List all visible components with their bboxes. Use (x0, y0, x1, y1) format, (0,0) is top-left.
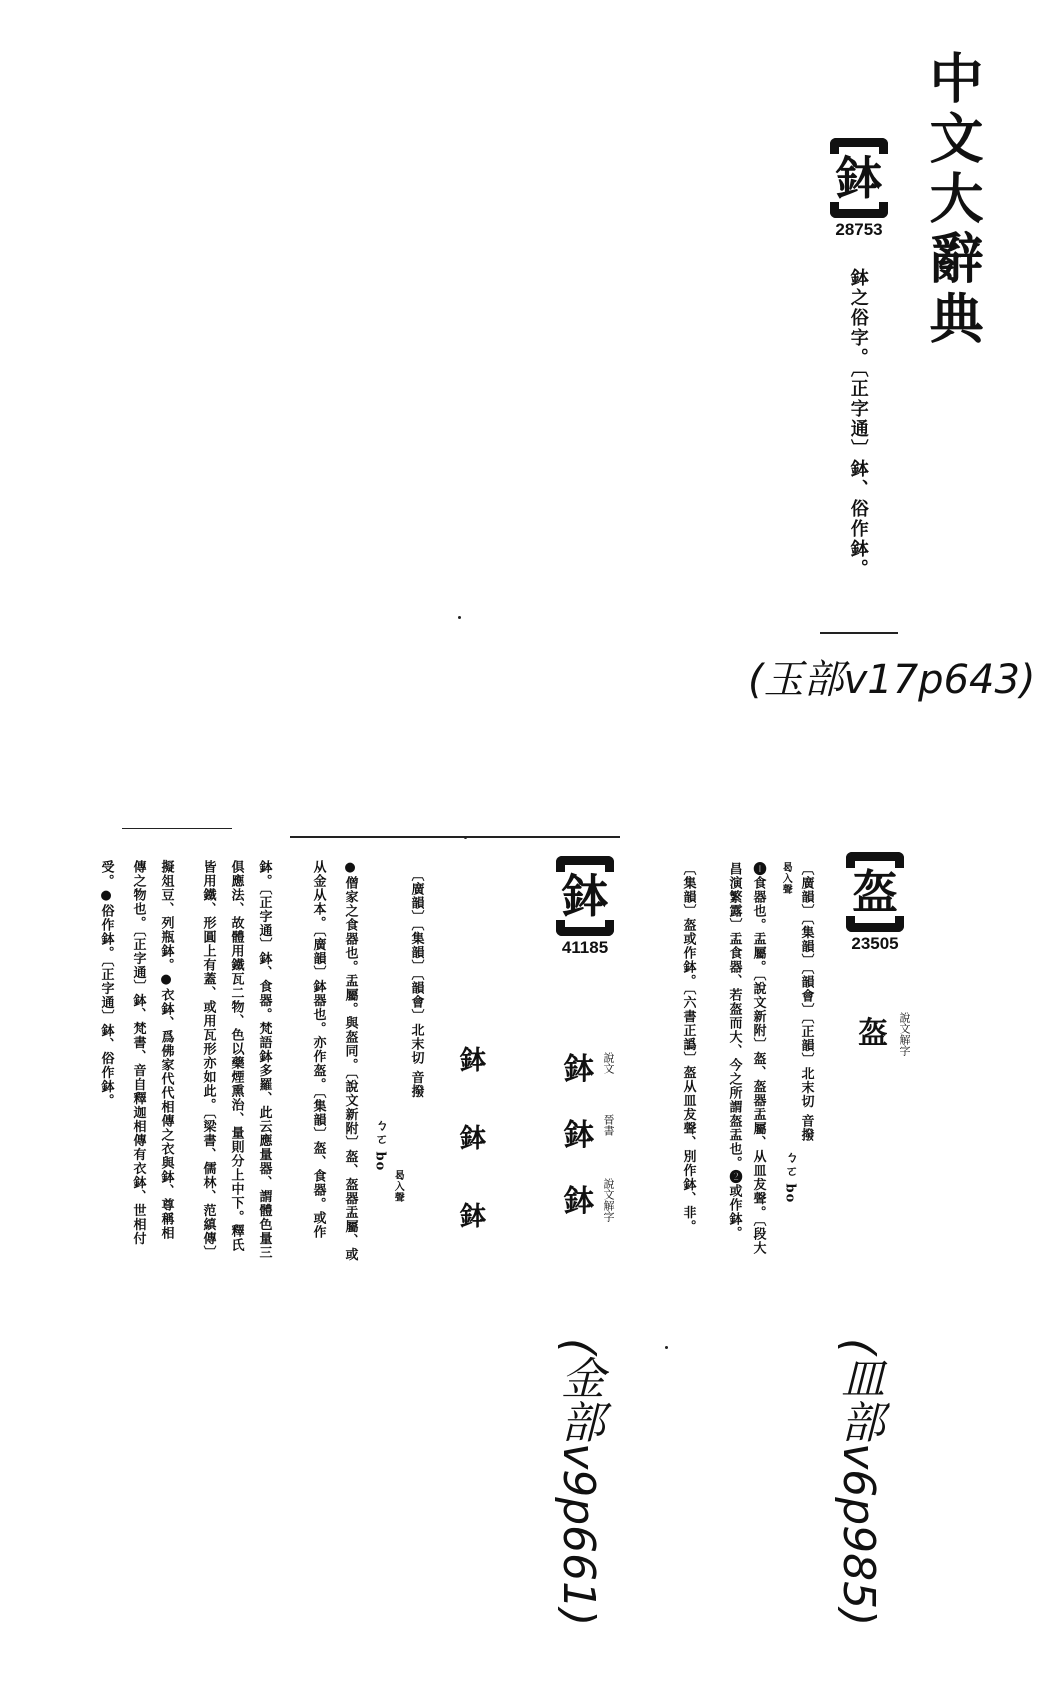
entry-left-col9: 受。●俗作鉢。〔正字通〕鉢、俗作鉢。 (98, 860, 114, 1108)
separator-mid (290, 836, 620, 838)
entry-mid-col2: ❶食器也。盂屬。〔說文新附〕盔、盔器盂屬、从皿犮聲。〔段大 (750, 862, 766, 1255)
entry-left-variant-caption-2: 晉書 (602, 1114, 615, 1136)
entry-left-char: 鉢 (562, 869, 608, 923)
entry-left-col1-pinyin: ㄅㄛ bo (372, 1118, 388, 1172)
separator-left (122, 828, 232, 829)
entry-mid-number: 23505 (851, 934, 899, 954)
entry-mid-col4: 〔集韻〕盔或作鉢。〔六書正譌〕盔从皿犮聲、別作鉢、非。 (680, 862, 696, 1234)
entry-mid-col3: 昌演繁露〕盂食器、若盔而大、今之所謂盔盂也。❷或作鉢。 (726, 862, 742, 1240)
entry-left-variant-3: 鉢 (564, 1184, 594, 1219)
entry-left-col3: 从金从本。〔廣韻〕鉢器也。亦作盔。〔集韻〕盔、食器。或作 (310, 860, 326, 1239)
dictionary-title: 中文大辭典 (921, 50, 985, 350)
entry-left-col6: 皆用鐵、形圓上有蓋、或用瓦形亦如此。〔梁書、儒林、范縝傳〕 (200, 860, 216, 1260)
entry-mid-col1-pinyin: ㄅㄛ bo (782, 1150, 798, 1204)
entry-left-col5: 俱應法、故體用鐵瓦二物、色以藥煙熏治、量則分上中下。釋氏 (228, 860, 244, 1252)
entry-left-head (556, 856, 614, 958)
entry-mid-head (846, 852, 904, 954)
entry-left-variant-2: 鉢 (564, 1118, 594, 1153)
entry-mid-col1-tone: 曷入聲 (780, 862, 792, 895)
entry-mid-variant: 盔 (858, 1016, 888, 1051)
entry-left-col1: 〔廣韻〕〔集韻〕〔韻會〕北末切 音撥 (408, 868, 424, 1099)
note-top: (玉部v17p643) (748, 657, 1036, 703)
scan-speck (665, 1346, 668, 1349)
entry-mid-variant-caption: 說文解字 (898, 1012, 911, 1056)
entry-left-number: 41185 (561, 938, 609, 958)
entry-mid-col1: 〔廣韻〕〔集韻〕〔韻會〕〔正韻〕北末切 音撥 (798, 862, 814, 1143)
entry-left-sample-2: 鉢 (460, 1124, 487, 1154)
entry-top-char: 鉢 (836, 151, 882, 205)
scan-speck (458, 616, 461, 619)
entry-left-col8: 傳之物也。〔正字通〕鉢、梵書、音自釋迦相傳有衣鉢、世相付 (130, 860, 146, 1246)
entry-top-definition: 鉢之俗字。〔正字通〕鉢、俗作鉢。 (847, 268, 869, 579)
entry-left-variant-caption-1: 說文 (602, 1052, 615, 1074)
entry-left-variant-caption-3: 說文解字 (602, 1178, 615, 1222)
entry-left-sample-1: 鉢 (460, 1046, 487, 1076)
entry-top-number: 28753 (835, 220, 883, 240)
entry-left-col4: 鉢。〔正字通〕鉢、食器。梵語鉢多羅、此云應量器、謂體色量三 (256, 860, 272, 1260)
note-left: (金部v9p661) (553, 1338, 604, 1627)
entry-left-col1-tone: 曷入聲 (392, 1170, 404, 1203)
entry-left-variant-1: 鉢 (564, 1052, 594, 1087)
entry-mid-char: 盔 (852, 865, 898, 919)
entry-top-head (830, 138, 888, 240)
entry-left-col7: 擬俎豆、列瓶鉢。●衣鉢、爲佛家代代相傳之衣與鉢、尊稱相 (158, 860, 174, 1240)
scan-speck (464, 836, 467, 839)
entry-left-col2: ●僧家之食器也。盂屬。與盔同。〔說文新附〕盔、盔器盂屬、或 (342, 860, 358, 1262)
entry-left-sample-3: 鉢 (460, 1202, 487, 1232)
note-mid: (皿部v6p985) (833, 1338, 884, 1627)
note-top-rule (820, 632, 898, 634)
